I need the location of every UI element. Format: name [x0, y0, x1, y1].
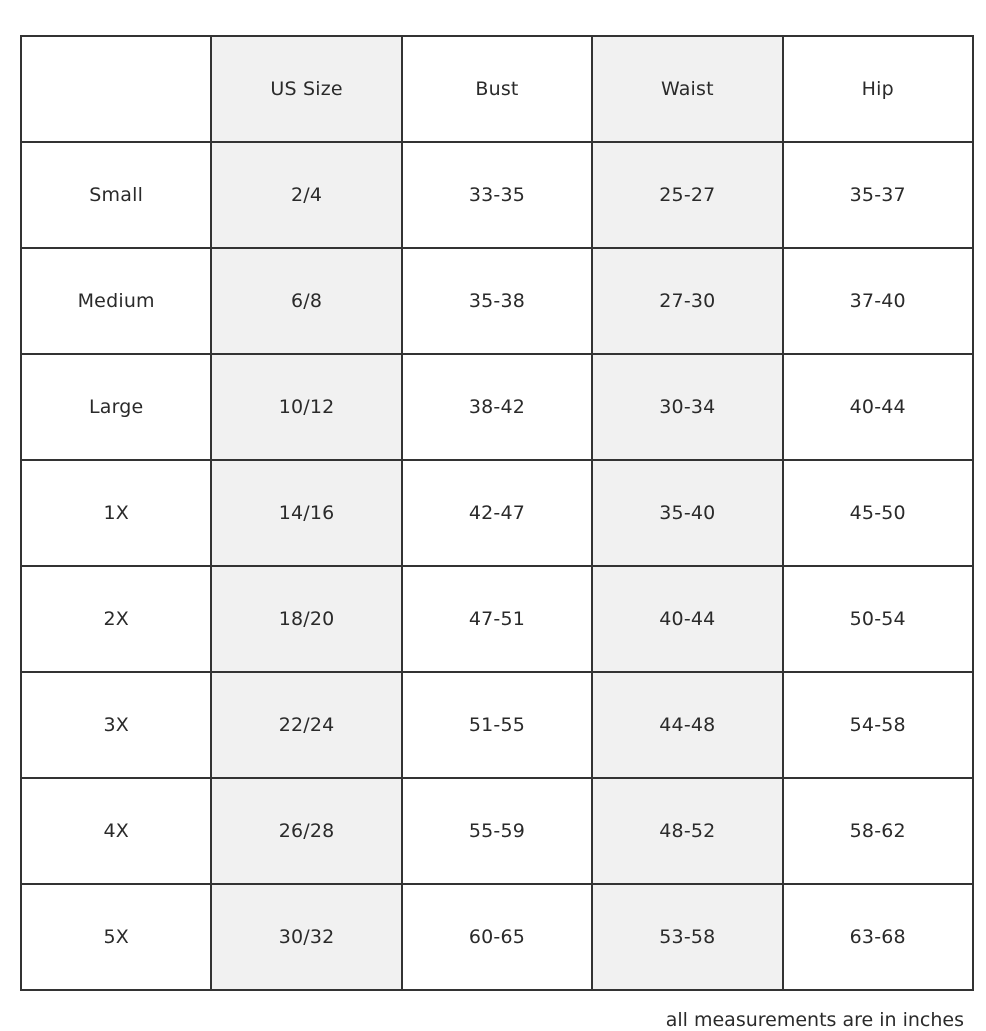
hip-cell: 63-68	[783, 884, 973, 990]
hip-header: Hip	[783, 36, 973, 142]
table-row	[21, 142, 973, 248]
waist-cell: 44-48	[592, 672, 782, 778]
size-label-cell: 5X	[21, 884, 211, 990]
size-label-cell: 1X	[21, 460, 211, 566]
header-row	[21, 36, 973, 142]
bust-cell: 38-42	[402, 354, 592, 460]
size-label-cell: 3X	[21, 672, 211, 778]
bust-cell: 51-55	[402, 672, 592, 778]
bust-cell: 35-38	[402, 248, 592, 354]
waist-cell: 30-34	[592, 354, 782, 460]
waist-cell: 40-44	[592, 566, 782, 672]
hip-cell: 35-37	[783, 142, 973, 248]
us-size-cell: 14/16	[211, 460, 401, 566]
waist-header: Waist	[592, 36, 782, 142]
size-chart-table	[20, 35, 974, 991]
hip-cell: 40-44	[783, 354, 973, 460]
waist-cell: 27-30	[592, 248, 782, 354]
table-row	[21, 354, 973, 460]
table-row	[21, 460, 973, 566]
size-label-cell: Small	[21, 142, 211, 248]
bust-cell: 55-59	[402, 778, 592, 884]
hip-cell: 58-62	[783, 778, 973, 884]
size-label-cell: Large	[21, 354, 211, 460]
table-row	[21, 248, 973, 354]
hip-cell: 45-50	[783, 460, 973, 566]
size-chart-body	[21, 36, 973, 990]
us-size-cell: 22/24	[211, 672, 401, 778]
bust-cell: 42-47	[402, 460, 592, 566]
size-label-cell: Medium	[21, 248, 211, 354]
us-size-cell: 6/8	[211, 248, 401, 354]
corner-cell	[21, 36, 211, 142]
bust-cell: 60-65	[402, 884, 592, 990]
waist-cell: 48-52	[592, 778, 782, 884]
us-size-cell: 26/28	[211, 778, 401, 884]
table-row	[21, 566, 973, 672]
waist-cell: 25-27	[592, 142, 782, 248]
bust-header: Bust	[402, 36, 592, 142]
us-size-cell: 2/4	[211, 142, 401, 248]
hip-cell: 37-40	[783, 248, 973, 354]
bust-cell: 47-51	[402, 566, 592, 672]
waist-cell: 35-40	[592, 460, 782, 566]
hip-cell: 50-54	[783, 566, 973, 672]
table-row	[21, 884, 973, 990]
table-row	[21, 672, 973, 778]
bust-cell: 33-35	[402, 142, 592, 248]
us-size-cell: 30/32	[211, 884, 401, 990]
size-label-cell: 4X	[21, 778, 211, 884]
waist-cell: 53-58	[592, 884, 782, 990]
size-label-cell: 2X	[21, 566, 211, 672]
table-row	[21, 778, 973, 884]
us-size-header: US Size	[211, 36, 401, 142]
us-size-cell: 10/12	[211, 354, 401, 460]
hip-cell: 54-58	[783, 672, 973, 778]
us-size-cell: 18/20	[211, 566, 401, 672]
measurement-footnote: all measurements are in inches	[665, 1009, 964, 1031]
